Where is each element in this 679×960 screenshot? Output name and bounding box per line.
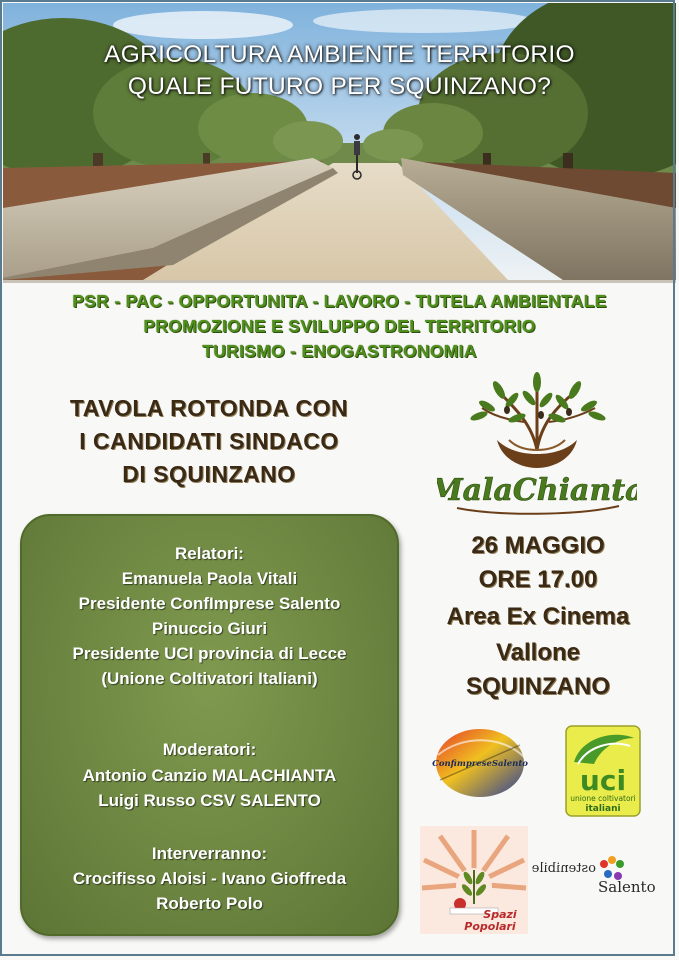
uci-subtitle-2: italiani [585, 804, 621, 814]
relatore-line: Pinuccio Giuri [151, 619, 268, 638]
topics-line-3: TURISMO - ENOGASTRONOMIA [202, 341, 477, 361]
relatore-line: Emanuela Paola Vitali [121, 569, 298, 588]
moderatore-line: Luigi Russo CSV SALENTO [98, 791, 321, 810]
moderatore-line: Antonio Canzio MALACHIANTA [82, 766, 337, 785]
olive-tree-hands-icon [437, 370, 637, 520]
speakers-panel [20, 514, 399, 936]
malachianta-wordmark: MalaChianta [437, 473, 637, 508]
tavola-line-3: DI SQUINZANO [122, 461, 296, 487]
uci-subtitle-1: unione coltivatori [570, 794, 636, 803]
interverranno-heading: Interverranno: [151, 844, 268, 863]
spazi-text-1: Spazi [483, 908, 517, 921]
topics-line-2: PROMOZIONE E SVILUPPO DEL TERRITORIO [143, 316, 536, 336]
intervento-line: Crocifisso Aloisi - Ivano Gioffreda [72, 869, 347, 888]
confimprese-text: ConfimpreseSalento [432, 759, 528, 769]
sostenibile-mirrored-text: ostenibile [531, 861, 596, 876]
tavola-line-2: I CANDIDATI SINDACO [79, 428, 339, 454]
relatore-line: Presidente UCI provincia di Lecce [72, 644, 347, 663]
confimprese-logo [432, 725, 528, 801]
headline-line-1: AGRICOLTURA AMBIENTE TERRITORIO [104, 41, 575, 68]
event-city: SQUINZANO [466, 673, 610, 700]
event-time: ORE 17.00 [478, 566, 598, 593]
intervento-line: Roberto Polo [156, 894, 263, 913]
topics-line-1: PSR - PAC - OPPORTUNITA - LAVORO - TUTELA AMBIENTALE [72, 291, 607, 311]
tavola-line-1: TAVOLA ROTONDA CON [69, 395, 349, 421]
event-date: 26 MAGGIO [471, 532, 605, 559]
header-photo [3, 3, 676, 283]
relatori-heading: Relatori: [175, 544, 244, 563]
moderatori-heading: Moderatori: [162, 740, 257, 759]
relatore-line: Presidente ConfImprese Salento [78, 594, 341, 613]
uci-logo [564, 724, 642, 818]
salento-text: Salento [598, 878, 656, 896]
spazi-popolari-logo [420, 826, 528, 934]
event-venue-line-2: Vallone [495, 639, 581, 666]
headline-line-2: QUALE FUTURO PER SQUINZANO? [127, 73, 552, 100]
malachianta-logo [437, 370, 637, 520]
spazi-text-2: Popolari [464, 920, 516, 933]
event-venue-line-1: Area Ex Cinema [446, 603, 630, 630]
sostenibile-salento-logo [530, 848, 670, 908]
uci-wordmark: uci [579, 764, 627, 797]
relatore-line: (Unione Coltivatori Italiani) [101, 669, 318, 688]
